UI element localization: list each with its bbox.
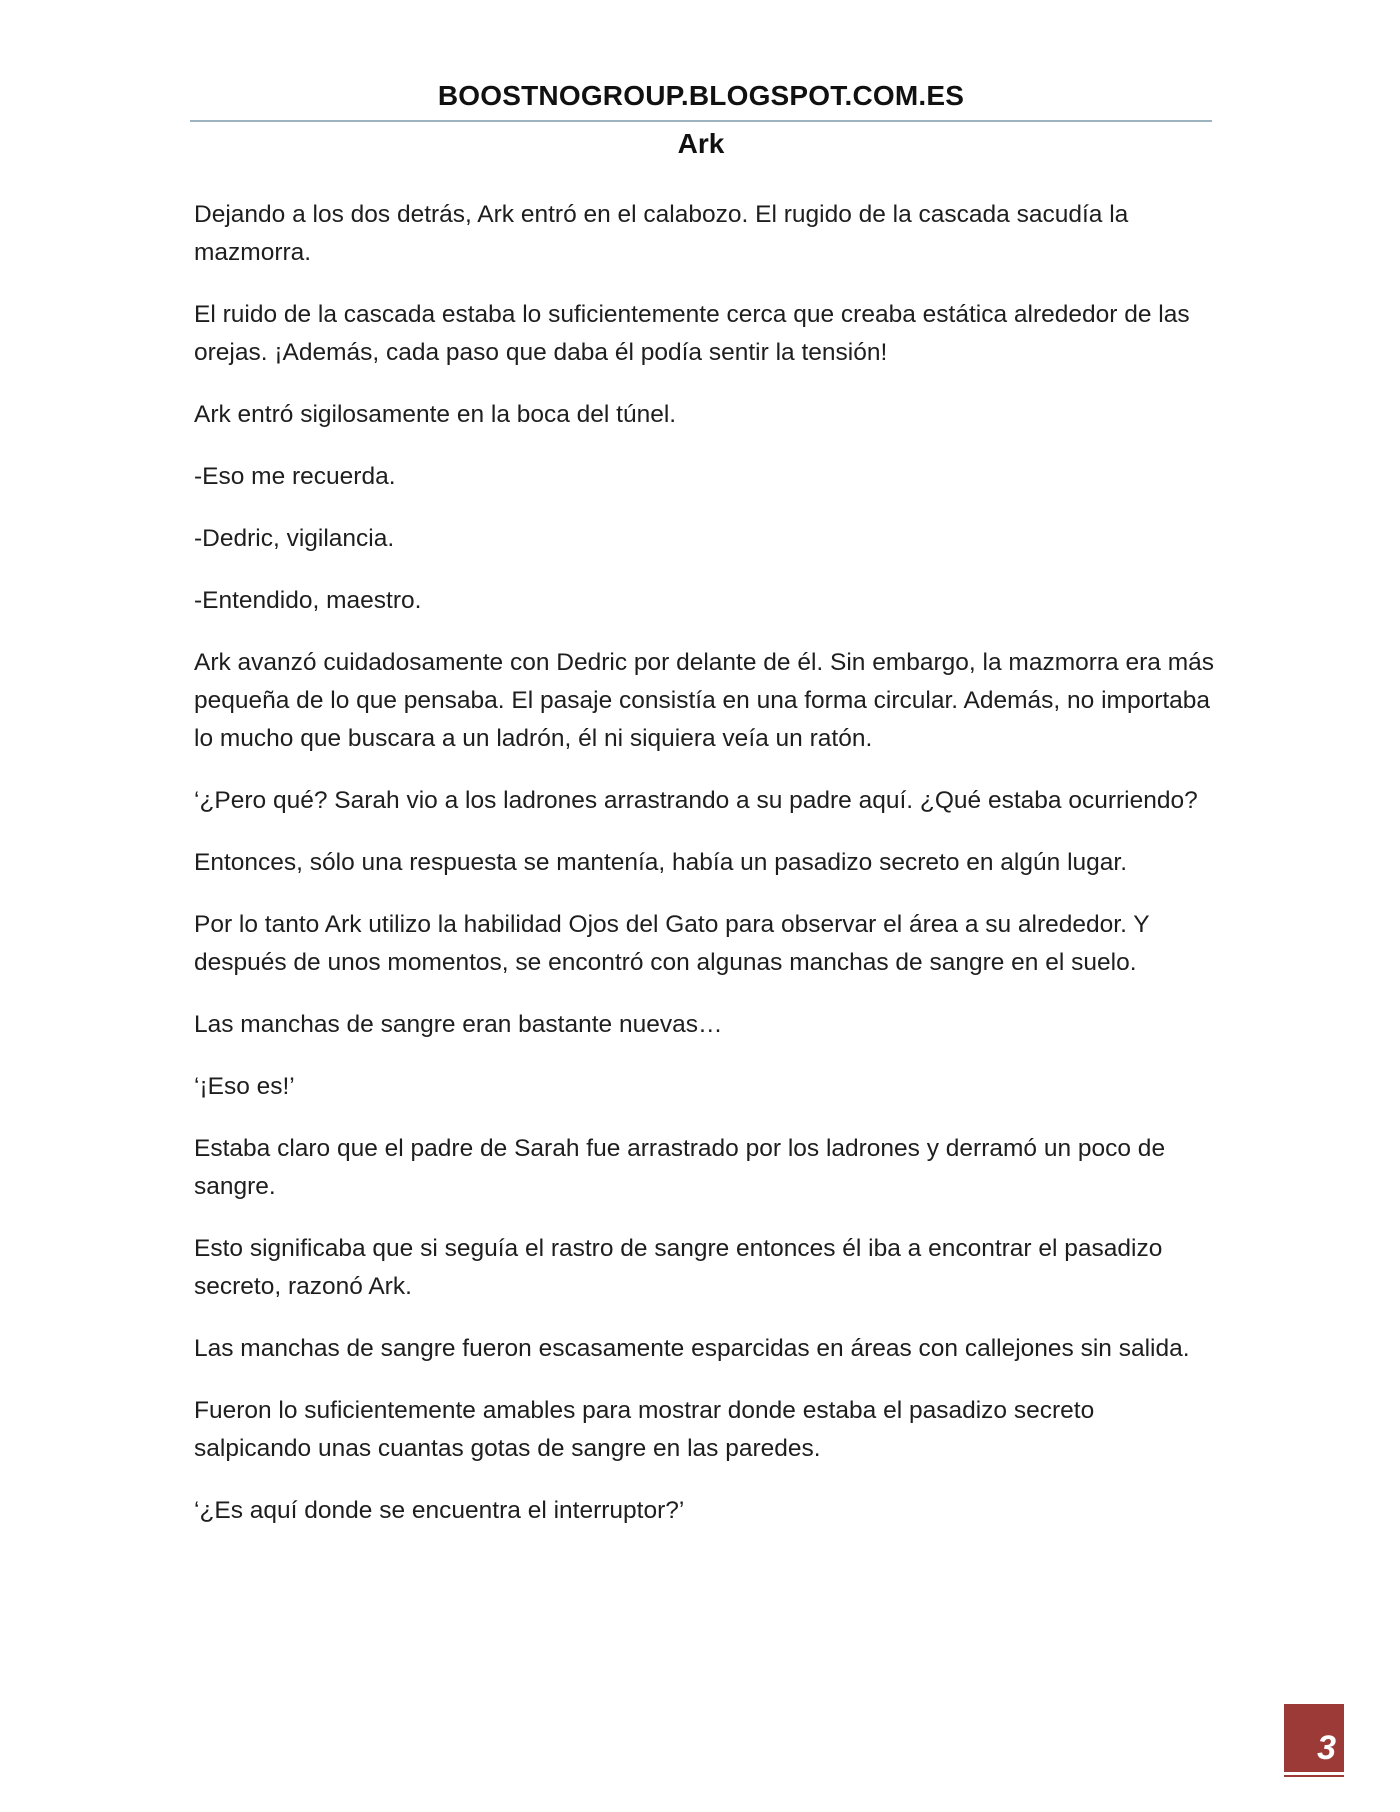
- body-text: [194, 196, 1214, 1554]
- paragraph: Las manchas de sangre eran bastante nuevas…: [194, 1011, 723, 1038]
- paragraph: ‘¿Pero qué? Sarah vio a los ladrones arrastrando a su padre aquí. ¿Qué estaba ocurriendo?: [194, 787, 1198, 814]
- paragraph: Por lo tanto Ark utilizo la habilidad Ojos del Gato para observar el área a su alrededor. Y después de unos momentos, se encontró con algunas manchas de sangre en el suelo.: [194, 911, 1150, 976]
- paragraph: Entonces, sólo una respuesta se mantenía, había un pasadizo secreto en algún lugar.: [194, 849, 1127, 876]
- paragraph: Fueron lo suficientemente amables para mostrar donde estaba el pasadizo secreto salpicando unas cuantas gotas de sangre en las paredes.: [194, 1397, 1095, 1462]
- paragraph: El ruido de la cascada estaba lo suficientemente cerca que creaba estática alrededor de las orejas. ¡Además, cada paso que daba él podía sentir la tensión!: [194, 301, 1190, 366]
- paragraph: Dejando a los dos detrás, Ark entró en el calabozo. El rugido de la cascada sacudía la mazmorra.: [194, 201, 1129, 266]
- paragraph: -Dedric, vigilancia.: [194, 525, 395, 552]
- paragraph: Ark avanzó cuidadosamente con Dedric por delante de él. Sin embargo, la mazmorra era más pequeña de lo que pensaba. El pasaje consistía en una forma circular. Además, no importaba lo mucho que buscara a un ladrón, él ni siquiera veía un ratón.: [194, 649, 1214, 752]
- paragraph: Esto significaba que si seguía el rastro de sangre entonces él iba a encontrar el pasadizo secreto, razonó Ark.: [194, 1235, 1163, 1300]
- paragraph: ‘¿Es aquí donde se encuentra el interruptor?’: [194, 1497, 685, 1524]
- paragraph: -Eso me recuerda.: [194, 463, 396, 490]
- paragraph: -Entendido, maestro.: [194, 587, 422, 614]
- paragraph: Las manchas de sangre fueron escasamente esparcidas en áreas con callejones sin salida.: [194, 1335, 1190, 1362]
- page-title: Ark: [677, 128, 725, 159]
- page-number: 3: [1317, 1729, 1336, 1767]
- paragraph: ‘¡Eso es!’: [194, 1073, 295, 1100]
- paragraph: Estaba claro que el padre de Sarah fue arrastrado por los ladrones y derramó un poco de sangre.: [194, 1135, 1166, 1200]
- page-number-badge: [1284, 1704, 1344, 1772]
- site-header: BOOSTNOGROUP.BLOGSPOT.COM.ES: [437, 80, 965, 111]
- page-number-underline: [1284, 1775, 1344, 1777]
- header-divider: [190, 120, 1212, 122]
- paragraph: Ark entró sigilosamente en la boca del túnel.: [194, 401, 677, 428]
